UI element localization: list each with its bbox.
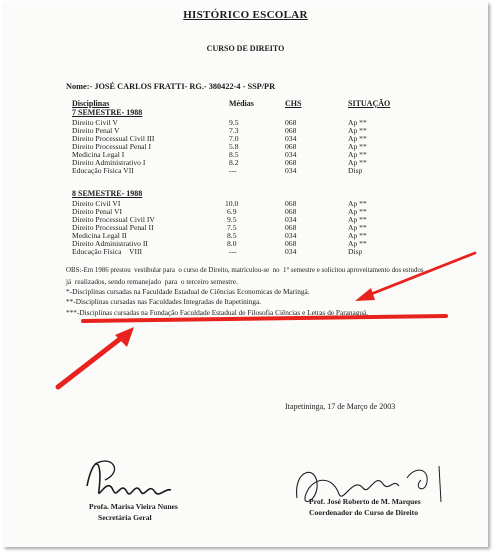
discipline-name: Direito Administrativo I [72, 158, 146, 167]
discipline-grade: 8.0 [227, 239, 237, 248]
lower-arrow-head [115, 327, 134, 347]
discipline-grade: 9.5 [227, 215, 237, 224]
discipline-name: Direito Penal V [72, 126, 120, 135]
discipline-hours: 034 [285, 150, 297, 159]
discipline-grade: --- [229, 166, 237, 175]
course-name: CURSO DE DIREITO [206, 44, 285, 53]
discipline-status: Disp [348, 247, 363, 256]
discipline-grade: 10.0 [225, 199, 239, 208]
header-status: SITUAÇÃO [348, 99, 391, 108]
discipline-name: Direito Processual Penal II [72, 223, 154, 232]
discipline-grade: 7.0 [229, 134, 239, 143]
discipline-hours: 068 [285, 118, 297, 127]
discipline-status: Ap ** [348, 126, 367, 135]
discipline-status: Ap ** [348, 239, 367, 248]
discipline-name: Medicina Legal II [72, 231, 127, 240]
discipline-status: Ap ** [348, 150, 367, 159]
discipline-grade: --- [229, 247, 237, 256]
discipline-name: Direito Penal VI [72, 207, 123, 216]
discipline-status: Ap ** [348, 223, 367, 232]
right-signer-name: Prof. José Roberto de M. Marques [309, 497, 421, 506]
discipline-hours: 068 [285, 199, 297, 208]
discipline-hours: 034 [285, 166, 297, 175]
left-signer-role: Secretária Geral [98, 513, 152, 522]
discipline-hours: 068 [285, 126, 297, 135]
discipline-name: Direito Processual Civil III [72, 134, 155, 143]
discipline-grade: 6.9 [227, 207, 237, 216]
discipline-status: Ap ** [348, 142, 367, 151]
discipline-name: Direito Civil VI [72, 199, 121, 208]
header-hours: CHS [285, 99, 302, 108]
document-title: HISTÓRICO ESCOLAR [183, 9, 308, 21]
lower-arrow-shaft [58, 332, 129, 387]
red-annotation-overlay [3, 2, 488, 547]
discipline-hours: 068 [285, 207, 297, 216]
discipline-status: Ap ** [348, 118, 367, 127]
left-signer-name: Profa. Marisa Vieira Nunes [89, 502, 178, 511]
discipline-name: Medicina Legal I [72, 150, 125, 159]
discipline-grade: 8.5 [229, 150, 239, 159]
discipline-hours: 068 [285, 223, 297, 232]
upper-arrow-head [355, 288, 375, 301]
right-signer-role: Coordenador do Curso de Direito [309, 508, 418, 517]
discipline-status: Ap ** [348, 199, 367, 208]
discipline-status: Ap ** [348, 158, 367, 167]
obs-line: OBS:-Em 1986 prestou vestibular para o curso de Direito, matriculou-se no 1° semestre e solicitou aproveitamento dos estudos [66, 267, 424, 274]
discipline-status: Ap ** [348, 215, 367, 224]
discipline-grade: 7.5 [227, 223, 237, 232]
discipline-grade: 5.8 [229, 142, 239, 151]
obs-line: **-Disciplinas cursadas nas Faculdades Integradas de Itapetininga. [66, 297, 262, 306]
obs-line: *-Disciplinas cursadas na Faculdade Estadual de Ciências Economicas de Maringá. [66, 287, 310, 296]
discipline-status: Disp [348, 166, 363, 175]
student-name: Nome:- JOSÉ CARLOS FRATTI- RG.- 380422-4 - SSP/PR [66, 82, 276, 91]
discipline-hours: 068 [285, 142, 297, 151]
semester-heading: 7 SEMESTRE- 1988 [72, 108, 143, 117]
discipline-status: Ap ** [348, 134, 367, 143]
discipline-grade: 8.5 [227, 231, 237, 240]
highlight-underline [83, 316, 446, 321]
header-grades: Médias [229, 99, 254, 108]
discipline-name: Direito Civil V [72, 118, 118, 127]
discipline-hours: 034 [285, 247, 297, 256]
header-disciplines: Disciplinas [72, 99, 110, 108]
discipline-grade: 9.5 [229, 118, 239, 127]
discipline-name: Direito Processual Penal I [72, 142, 152, 151]
obs-line: ***-Disciplinas cursadas na Fundação Faculdade Estadual de Filosofia Ciências e Letras de Paranaguá. [66, 308, 369, 317]
discipline-hours: 034 [285, 215, 297, 224]
scanned-document [3, 2, 488, 547]
discipline-grade: 7.3 [229, 126, 239, 135]
discipline-status: Ap ** [348, 207, 367, 216]
discipline-hours: 034 [285, 134, 297, 143]
discipline-name: Direito Administrativo II [72, 239, 148, 248]
discipline-hours: 034 [285, 231, 297, 240]
discipline-hours: 068 [285, 239, 297, 248]
obs-line: já realizados, sendo remanejado para o terceiro semestre. [66, 277, 238, 286]
discipline-name: Direito Processual Civil IV [72, 215, 155, 224]
discipline-name: Educação Física VII [72, 166, 134, 175]
discipline-grade: 8.2 [229, 158, 239, 167]
discipline-name: Educação Física VIII [72, 247, 143, 256]
semester-heading: 8 SEMESTRE- 1988 [72, 189, 143, 198]
discipline-status: Ap ** [348, 231, 367, 240]
date-line: Itapetininga, 17 de Março de 2003 [285, 402, 396, 411]
discipline-hours: 068 [285, 158, 297, 167]
upper-arrow-shaft [361, 253, 475, 298]
